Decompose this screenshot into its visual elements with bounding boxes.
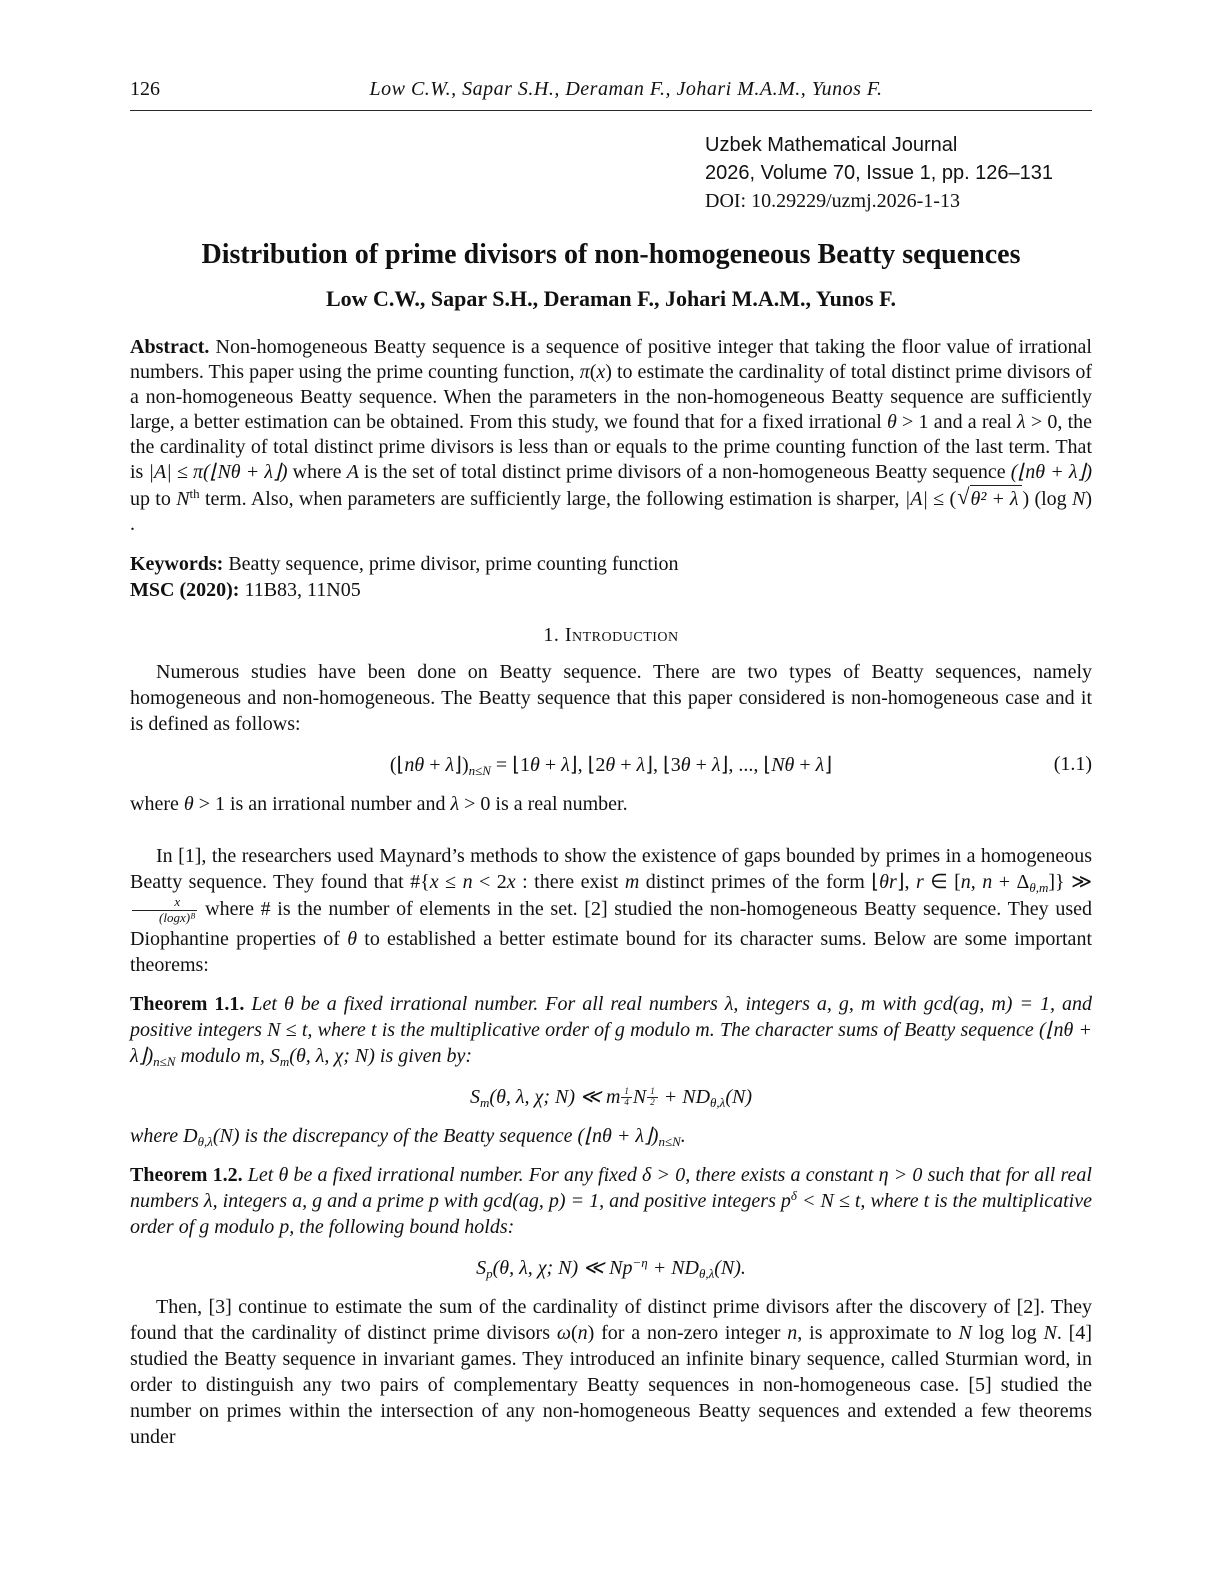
equation-character-sum-p: [130, 1255, 1092, 1280]
article-authors: Low C.W., Sapar S.H., Deraman F., Johari M.A.M., Yunos F.: [325, 286, 897, 311]
equation-character-sum-p-body: $S_p(\theta$, λ, χ; N) ≪ $Np^{-\eta} + ND_{\theta,\lambda}(N)$.: [476, 1254, 746, 1281]
journal-info-block: [705, 131, 1092, 215]
equation-1-1: [130, 752, 1092, 777]
journal-name: Uzbek Mathematical Journal: [705, 134, 958, 156]
article-title: Distribution of prime divisors of non-homogeneous Beatty sequences: [201, 239, 1021, 270]
equation-1-1-body: (⌊nθ + $\lambda⌋)_{n\le N}$ = ⌊1θ + λ⌋, ⌊2θ + λ⌋, ⌊3θ + λ⌋, ..., ⌊Nθ + λ⌋: [389, 754, 833, 778]
page-number: 126: [130, 78, 160, 100]
equation-character-sum-m-body: $S_m(\theta$, λ, χ; N) ≪ m $\frac{1}{4}$ N $\frac{1}{2}$ + $ND_{\theta,\lambda}(N)$: [470, 1085, 752, 1110]
abstract-paragraph: Abstract. Non-homogeneous Beatty sequence is a sequence of positive integer that taking the floor value of irrational numbers. This paper using the prime counting function, π(x) to estimate the cardinality of total distinct prime divisors of a non-homogeneous Beatty sequence. When the parameters in the non-homogeneous Beatty sequence are sufficiently large, a better estimation can be obtained. From this study, we found that for a fixed irrational θ > 1 and a real λ > 0, the the cardinality of total distinct prime divisors is less than or equals to the prime counting function of the last term. That is |A| ≤ π(⌊Nθ + λ⌋) where A is the set of total distinct prime divisors of a non-homogeneous Beatty sequence (⌊nθ + λ⌋) up to $N^{th}$ term. Also, when parameters are sufficiently large, the following estimation is sharper, |A| ≤ ( √ θ² + λ ) (log N) .: [130, 336, 1093, 535]
equation-character-sum-m: [130, 1084, 1092, 1109]
keywords-line: Keywords: Beatty sequence, prime divisor, prime counting function: [130, 553, 679, 575]
intro-paragraph-1: Numerous studies have been done on Beatty sequence. There are two types of Beatty sequences, namely homogeneous and non-homogeneous. The Beatty sequence that this paper considered is non-homogeneous case and it is defined as follows:: [130, 661, 1092, 735]
msc-line: MSC (2020): 11B83, 11N05: [130, 579, 361, 601]
closing-paragraph: Then, [3] continue to estimate the sum of the cardinality of distinct prime divisors after the discovery of [2]. They found that the cardinality of distinct prime divisors ω(n) for a non-zero integer n, is approximate to N log log N. [4] studied the Beatty sequence in invariant games. They introduced an infinite binary sequence, called Sturmian word, in order to distinguish any two pairs of complementary Beatty sequences in non-homogeneous case. [5] studied the number on primes within the intersection of any non-homogeneous Beatty sequences and extended a few theorems under: [130, 1295, 1093, 1448]
where-discrepancy-line: where $D_{\theta,\lambda}(N)$ is the discrepancy of the Beatty sequence (⌊nθ + $\lambda⌋)_{n\le N}$.: [130, 1124, 686, 1149]
journal-issue-line: 2026, Volume 70, Issue 1, pp. 126–131: [705, 162, 1054, 184]
running-head-authors: Low C.W., Sapar S.H., Deraman F., Johari M.A.M., Yunos F.: [369, 78, 883, 100]
theorem-1-1: Theorem 1.1. Let θ be a fixed irrational number. For all real numbers λ, integers a, g, m with gcd(ag, m) = 1, and positive integers N ≤ t, where t is the multiplicative order of g modulo m. The character sums of Beatty sequence (⌊nθ + $\lambda⌋)_{n\le N}$ modulo m, $S_m(\theta$, λ, χ; N) is given by:: [130, 992, 1092, 1069]
intro-paragraph-2: In [1], the researchers used Maynard’s methods to show the existence of gaps bounded by primes in a homogeneous Beatty sequence. They found that #{x ≤ n < 2x : there exist m distinct primes of the form ⌊θr⌋, r ∈ [n, $n + \Delta_{\theta,m}$]} ≫ $\frac{x}{\text{(logx)ᴮ}}$ where # is the number of elements in the set. [2] studied the non-homogeneous Beatty sequence. They used Diophantine properties of θ to established a better estimate bound for its character sums. Below are some important theorems:: [130, 845, 1093, 976]
where-theta-lambda-line: where θ > 1 is an irrational number and λ > 0 is a real number.: [130, 793, 628, 815]
equation-1-1-number: (1.1): [1053, 753, 1093, 775]
theorem-1-2: Theorem 1.2. Let θ be a fixed irrational number. For any fixed δ > 0, there exists a constant η > 0 such that for all real numbers λ, integers a, g and a prime p with gcd(ag, p) = 1, and positive integers $p^\delta < N \le t$, where t is the multiplicative order of g modulo p, the following bound holds:: [130, 1163, 1092, 1238]
section-heading-introduction: 1. Introduction: [543, 624, 679, 646]
page-header: [130, 78, 1092, 111]
journal-doi: DOI: 10.29229/uzmj.2026-1-13: [705, 190, 960, 212]
